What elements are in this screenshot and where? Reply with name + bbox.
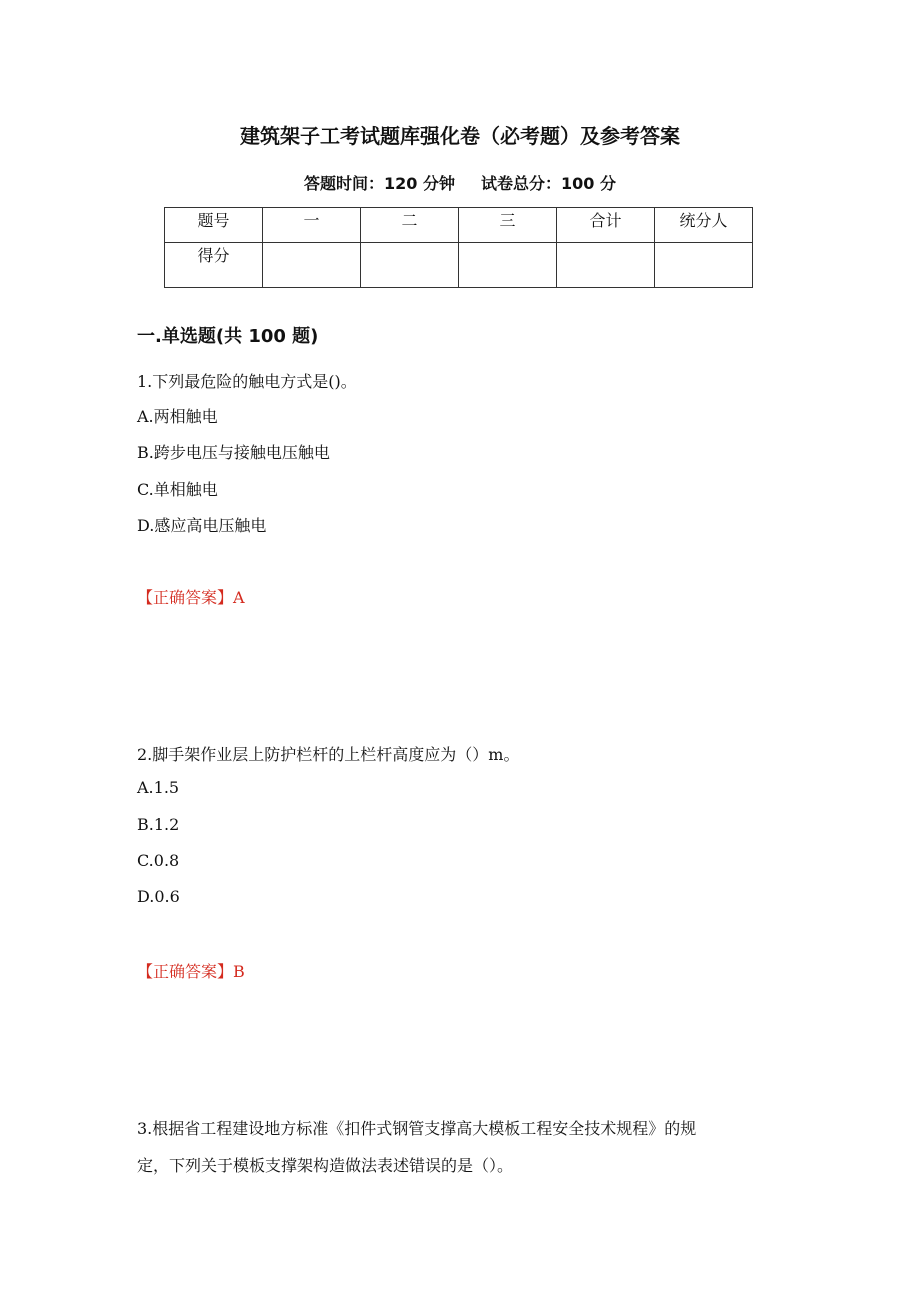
score-table-cell [655, 243, 753, 288]
correct-answer: 【正确答案】B [137, 962, 245, 981]
question-stem-continued: 定，下列关于模板支撑架构造做法表述错误的是（）。 [137, 1156, 514, 1175]
question-option: C.0.8 [137, 851, 180, 870]
question-stem: 1.下列最危险的触电方式是()。 [137, 372, 357, 391]
exam-total-score: 试卷总分：100 分 [481, 174, 616, 193]
question-option: A.两相触电 [137, 407, 218, 426]
score-table-cell: 统分人 [655, 208, 753, 243]
score-table-header-row [165, 208, 753, 243]
exam-time: 答题时间：120 分钟 [304, 174, 455, 193]
correct-answer: 【正确答案】A [137, 588, 245, 607]
question-option: B.跨步电压与接触电压触电 [137, 443, 330, 462]
score-table-cell [263, 243, 361, 288]
question-option: D.0.6 [137, 887, 180, 906]
score-table-score-row [165, 243, 753, 288]
score-table-cell: 三 [459, 208, 557, 243]
score-table-cell [361, 243, 459, 288]
question-option: B.1.2 [137, 815, 180, 834]
document-title: 建筑架子工考试题库强化卷（必考题）及参考答案 [240, 124, 680, 148]
score-table-cell: 合计 [557, 208, 655, 243]
question-stem: 2.脚手架作业层上防护栏杆的上栏杆高度应为（）m。 [137, 745, 520, 764]
score-table [164, 207, 753, 288]
question-option: D.感应高电压触电 [137, 516, 267, 535]
question-stem: 3.根据省工程建设地方标准《扣件式钢管支撑高大模板工程安全技术规程》的规 [137, 1119, 697, 1138]
score-table-cell [557, 243, 655, 288]
score-table-cell: 得分 [165, 243, 263, 288]
score-table-cell: 一 [263, 208, 361, 243]
exam-info [0, 171, 920, 194]
question-option: A.1.5 [137, 778, 180, 797]
section-title: 一.单选题(共 100 题) [137, 326, 319, 347]
score-table-cell: 题号 [165, 208, 263, 243]
score-table-cell: 二 [361, 208, 459, 243]
question-option: C.单相触电 [137, 480, 218, 499]
score-table-cell [459, 243, 557, 288]
